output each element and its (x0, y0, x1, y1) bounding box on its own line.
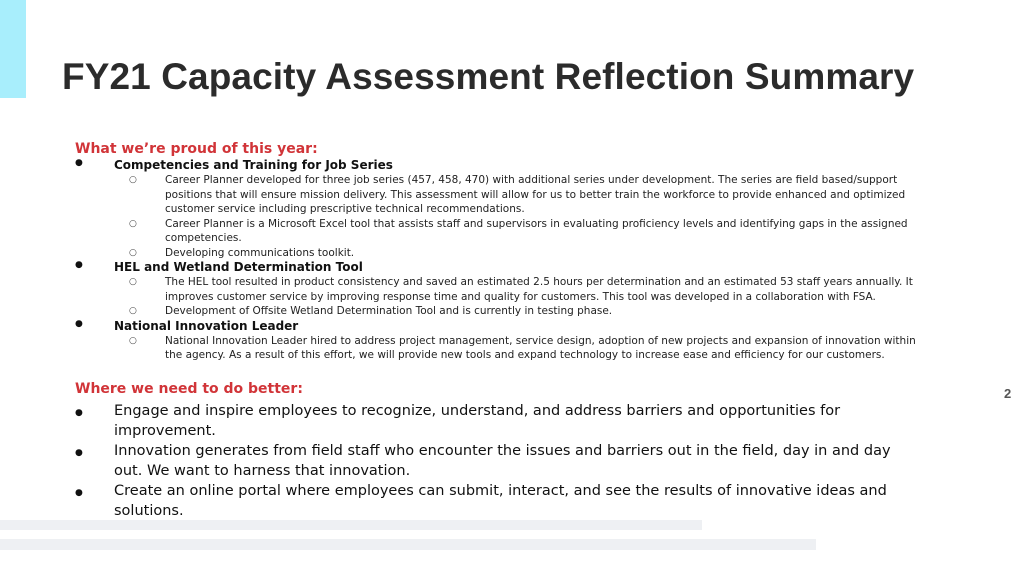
proud-sub-item (75, 173, 945, 217)
proud-item-title: HEL and Wetland Determination Tool (114, 260, 363, 274)
proud-item-competencies (75, 158, 945, 173)
proud-item-hel-tool (75, 260, 945, 275)
proud-sub-item (75, 334, 945, 363)
sub-bullet-icon: ○ (129, 335, 137, 346)
section-gap (75, 363, 945, 380)
sub-bullet-icon: ○ (129, 218, 137, 229)
proud-sub-text: The HEL tool resulted in product consistency and saved an estimated 2.5 hours per determination and an estimated 53 staff years annually. It improves customer service by improving response time and quality for customers. This tool was developed in a collaboration with FSA. (165, 276, 913, 303)
bullet-icon: ● (75, 318, 83, 329)
sub-bullet-icon: ○ (129, 247, 137, 258)
better-item (75, 441, 945, 481)
sub-bullet-icon: ○ (129, 306, 137, 316)
proud-item-title: National Innovation Leader (114, 318, 299, 333)
better-heading: Where we need to do better: (75, 380, 303, 397)
proud-sub-text: Career Planner is a Microsoft Excel tool that assists staff and supervisors in evaluating proficiency levels and identifying gaps in the assigned competencies. (165, 217, 908, 244)
slide-title: FY21 Capacity Assessment Reflection Summary (62, 56, 915, 97)
bullet-icon: ● (75, 407, 83, 418)
better-list (75, 401, 945, 521)
proud-sub-text: Developing communications toolkit. (165, 246, 355, 259)
better-item-text: Create an online portal where employees can submit, interact, and see the results of innovative ideas and solutions. (114, 482, 887, 519)
proud-sub-item (75, 217, 945, 246)
slide-content (75, 140, 945, 521)
page-number: 2 (1004, 386, 1012, 401)
bullet-icon: ● (75, 260, 83, 270)
accent-bar (0, 0, 26, 98)
proud-item-innovation-leader (75, 319, 945, 334)
proud-sub-text: Development of Offsite Wetland Determination Tool and is currently in testing phase. (165, 305, 613, 317)
proud-sub-item (75, 275, 945, 304)
bullet-icon: ● (75, 447, 83, 458)
better-item-text: Innovation generates from field staff who encounter the issues and barriers out in the field, day in and day out. We want to harness that innovation. (114, 442, 891, 479)
proud-item-title: Competencies and Training for Job Series (114, 158, 393, 172)
proud-sub-text: National Innovation Leader hired to address project management, service design, adoption of new projects and expansion of innovation within the agency. As a result of this effort, we will provide new tools and expand technology to increase ease and efficiency for our customers. (165, 334, 916, 361)
bullet-icon: ● (75, 487, 83, 498)
proud-sub-item (75, 304, 945, 319)
proud-sub-text: Career Planner developed for three job series (457, 458, 470) with additional series under development. The series are field based/support positions that will ensure mission delivery. This assessment will allow for us to better train the workforce to provide enhanced and optimized customer service including prescriptive technical recommendations. (165, 174, 906, 215)
better-item (75, 481, 945, 521)
proud-list (75, 158, 945, 363)
better-item-text: Engage and inspire employees to recognize, understand, and address barriers and opportunities for improvement. (114, 402, 841, 439)
bullet-icon: ● (75, 158, 83, 168)
footer-strip (0, 520, 702, 530)
sub-bullet-icon: ○ (129, 175, 137, 185)
proud-heading: What we’re proud of this year: (75, 141, 318, 157)
footer-strip (0, 539, 816, 550)
proud-sub-item (75, 246, 945, 261)
better-item (75, 401, 945, 441)
sub-bullet-icon: ○ (129, 277, 137, 287)
